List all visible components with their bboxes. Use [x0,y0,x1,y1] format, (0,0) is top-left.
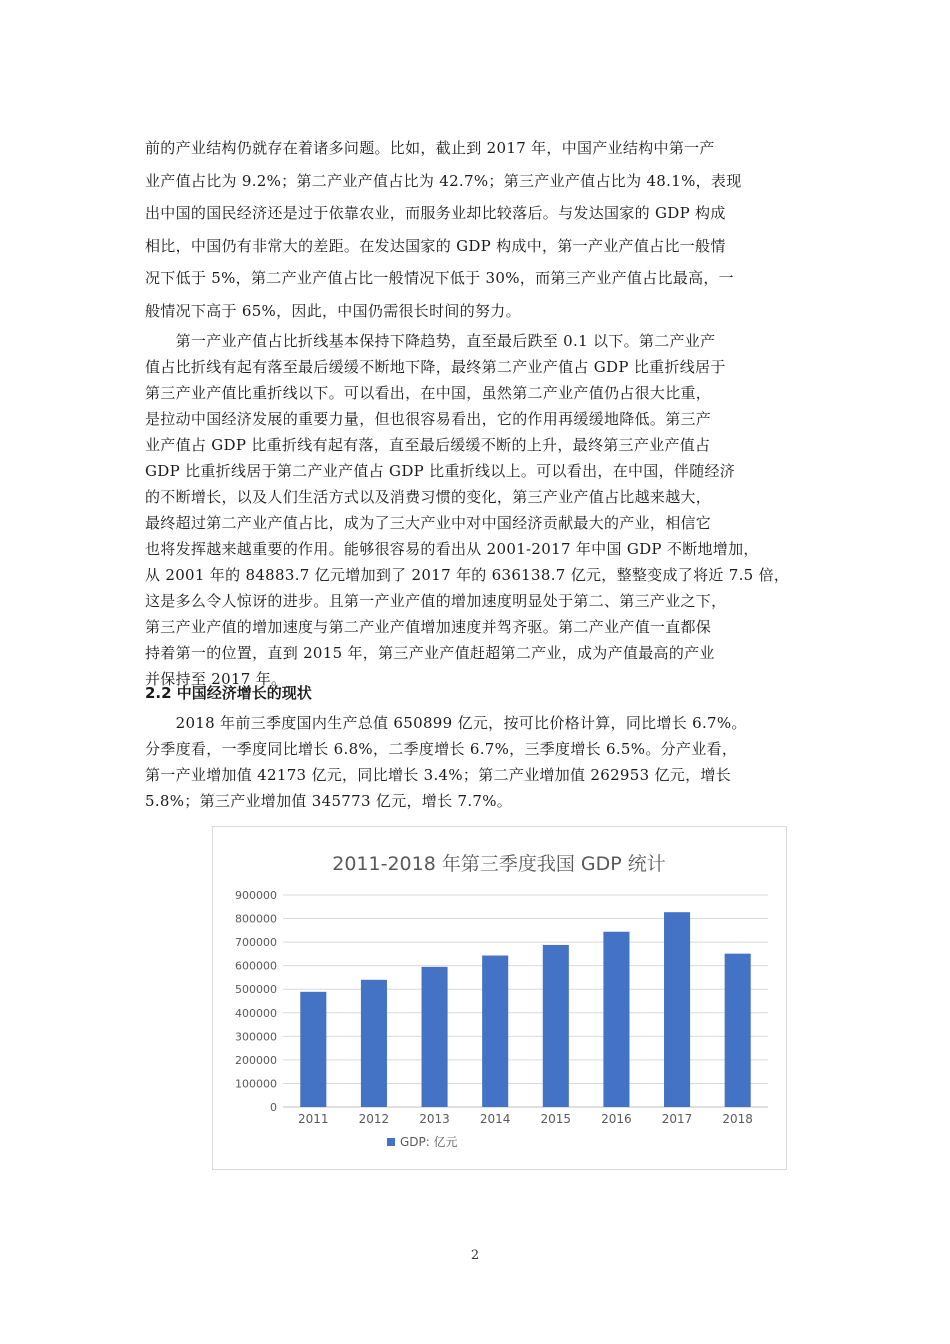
text-line: 出中国的国民经济还是过于依靠农业，而服务业却比较落后。与发达国家的 GDP 构成 [145,204,726,222]
y-tick-label: 600000 [235,959,277,973]
y-tick-label: 100000 [235,1077,277,1091]
x-tick-label: 2012 [358,1112,390,1126]
page-number: 2 [470,1248,480,1263]
bar-2013 [422,967,448,1107]
x-tick-label: 2014 [479,1112,511,1126]
y-tick-label: 200000 [235,1053,277,1067]
chart-gridlines [283,895,768,1107]
text-line: 的不断增长，以及人们生活方式以及消费习惯的变化，第三产业产值占比越来越大， [145,488,712,506]
x-tick-label: 2018 [722,1112,753,1126]
y-tick-label: 900000 [235,889,277,902]
text-line: 第三产业产值的增加速度与第二产业产值增加速度并驾齐驱。第二产业产值一直都保 [145,618,712,636]
x-axis-ticks [298,1112,753,1126]
section-heading: 2.2 中国经济增长的现状 [145,684,312,702]
text-line: GDP 比重折线居于第二产业产值占 GDP 比重折线以上。可以看出，在中国，伴随经济 [145,462,736,480]
text-line: 2018 年前三季度国内生产总值 650899 亿元，按可比价格计算，同比增长 6.7%。 [145,714,747,732]
text-line: 并保持至 2017 年。 [145,670,287,688]
y-tick-label: 0 [270,1101,277,1114]
y-axis-ticks [235,889,277,1114]
x-tick-label: 2017 [661,1112,693,1126]
y-tick-label: 400000 [235,1006,277,1020]
text-line: 持着第一的位置，直到 2015 年，第三产业产值赶超第二产业，成为产值最高的产业 [145,644,715,662]
chart-bars [300,912,750,1107]
text-line: 5.8%；第三产业增加值 345773 亿元，增长 7.7%。 [145,792,513,810]
x-tick-label: 2011 [298,1112,329,1126]
y-tick-label: 700000 [235,936,277,950]
body-paragraph-2 [145,328,815,692]
text-line: 从 2001 年的 84883.7 亿元增加到了 2017 年的 636138.7 亿元，整整变成了将近 7.5 倍， [145,566,790,584]
bar-2014 [482,956,508,1107]
y-tick-label: 500000 [235,983,277,997]
text-line: 这是多么令人惊讶的进步。且第一产业产值的增加速度明显处于第二、第三产业之下， [145,592,727,610]
text-line: 第三产业产值比重折线以下。可以看出，在中国，虽然第二产业产值仍占很大比重， [145,384,712,402]
text-line: 业产值占 GDP 比重折线有起有落，直至最后缓缓不断的上升，最终第三产业产值占 [145,436,711,454]
legend-label: GDP: 亿元 [400,1135,458,1149]
text-line: 第一产业产值占比折线基本保持下降趋势，直至最后跌至 0.1 以下。第二产业产 [145,332,716,350]
chart-canvas [213,827,786,1169]
chart-title: 2011-2018 年第三季度我国 GDP 统计 [332,853,666,875]
body-paragraph-1 [145,132,815,327]
bar-2012 [361,980,387,1107]
text-line: 相比，中国仍有非常大的差距。在发达国家的 GDP 构成中，第一产业产值占比一般情 [145,236,726,255]
text-line: 最终超过第二产业产值占比，成为了三大产业中对中国经济贡献最大的产业，相信它 [145,514,712,532]
legend-swatch [387,1138,395,1146]
body-paragraph-3 [145,710,815,814]
text-line: 是拉动中国经济发展的重要力量，但也很容易看出，它的作用再缓缓地降低。第三产 [145,410,712,428]
text-line: 也将发挥越来越重要的作用。能够很容易的看出从 2001-2017 年中国 GDP 不断地增加， [145,540,759,558]
x-tick-label: 2016 [601,1112,632,1126]
chart-legend [387,1135,458,1149]
text-line: 前的产业结构仍就存在着诸多问题。比如，截止到 2017 年，中国产业结构中第一产 [145,139,715,157]
x-tick-label: 2013 [419,1112,450,1126]
text-line: 第一产业增加值 42173 亿元，同比增长 3.4%；第二产业增加值 262953 亿元，增长 [145,766,732,784]
text-line: 业产值占比为 9.2%；第二产业产值占比为 42.7%；第三产业产值占比为 48.1%，表现 [145,171,742,190]
x-tick-label: 2015 [540,1112,572,1126]
bar-2015 [543,945,569,1107]
text-line: 分季度看，一季度同比增长 6.8%，二季度增长 6.7%，三季度增长 6.5%。分产业看， [145,740,738,758]
bar-2016 [603,932,629,1107]
y-tick-label: 300000 [235,1030,277,1044]
y-tick-label: 800000 [235,912,277,926]
text-line: 况下低于 5%，第二产业产值占比一般情况下低于 30%，而第三产业产值占比最高，一 [145,269,734,287]
bar-2011 [300,992,326,1107]
bar-2017 [664,912,690,1107]
gdp-bar-chart [212,826,787,1170]
text-line: 般情况下高于 65%，因此，中国仍需很长时间的努力。 [145,301,521,320]
text-line: 值占比折线有起有落至最后缓缓不断地下降，最终第二产业产值占 GDP 比重折线居于 [145,358,726,376]
bar-2018 [725,954,751,1107]
